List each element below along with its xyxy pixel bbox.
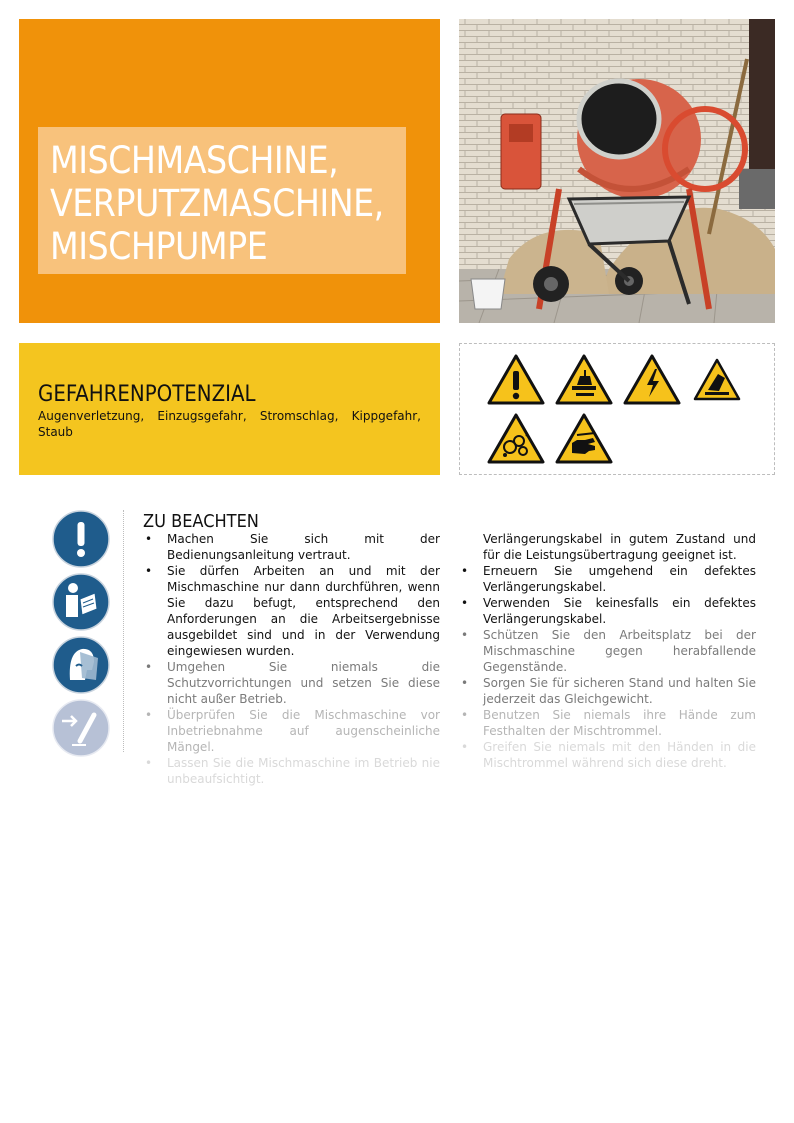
list-item: • Benutzen Sie niemals ihre Hände zum Festhalten der Mischtrommel. <box>459 707 756 739</box>
notes-left-column <box>143 531 440 787</box>
list-item: • Greifen Sie niemals mit den Händen in die Mischtrommel während sich diese dreht. <box>459 739 756 771</box>
title-line-2: VERPUTZMASCHINE, <box>50 182 384 225</box>
cement-mixer-photo <box>459 19 775 323</box>
column-divider <box>123 510 124 752</box>
title-label-box <box>38 127 406 274</box>
hazard-text: Augenverletzung, Einzugsgefahr, Stromschlag, Kippgefahr, Staub <box>38 409 421 439</box>
electric-shock-warning-icon <box>623 354 681 410</box>
list-item: • Sie dürfen Arbeiten an und mit der Mischmaschine nur dann durchführen, wenn Sie dazu befugt, entsprechend den Anforderungen an die Arbeitsergebnisse ausgebildet sind und in der Verwendung eingewiesen wurden. <box>143 563 440 659</box>
hazard-title: GEFAHRENPOTENZIAL <box>38 382 256 407</box>
title-line-3: MISCHPUMPE <box>50 225 268 268</box>
list-item: • Überprüfen Sie die Mischmaschine vor Inbetriebnahme auf augenscheinliche Mängel. <box>143 707 440 755</box>
dust-warning-icon <box>487 413 545 469</box>
hazard-panel <box>19 343 440 475</box>
tipping-warning-icon <box>693 358 741 406</box>
notes-right-column <box>459 531 756 771</box>
list-item-continuation: Verlängerungskabel in gutem Zustand und für die Leistungsübertragung geeignet ist. <box>483 532 756 562</box>
list-item: • Verwenden Sie keinesfalls ein defektes Verlängerungskabel. <box>459 595 756 627</box>
disconnect-power-icon <box>52 699 110 757</box>
face-shield-icon <box>52 636 110 694</box>
general-warning-icon <box>487 354 545 410</box>
title-line-1: MISCHMASCHINE, <box>50 139 339 182</box>
notes-title: ZU BEACHTEN <box>143 511 259 532</box>
list-item: • Sorgen Sie für sicheren Stand und halten Sie jederzeit das Gleichgewicht. <box>459 675 756 707</box>
entanglement-warning-icon <box>555 354 613 410</box>
list-item: • Lassen Sie die Mischmaschine im Betrieb nie unbeaufsichtigt. <box>143 755 440 787</box>
list-item: • Umgehen Sie niemals die Schutzvorrichtungen und setzen Sie diese nicht außer Betrieb. <box>143 659 440 707</box>
list-item: • Erneuern Sie umgehend ein defektes Verlängerungskabel. <box>459 563 756 595</box>
read-manual-icon <box>52 573 110 631</box>
hand-crush-warning-icon <box>555 413 613 469</box>
general-mandatory-icon <box>52 510 110 568</box>
warning-signs-panel <box>459 343 775 475</box>
list-item: • Schützen Sie den Arbeitsplatz bei der Mischmaschine gegen herabfallende Gegenstände. <box>459 627 756 675</box>
title-banner <box>19 19 440 323</box>
list-item: • Machen Sie sich mit der Bedienungsanleitung vertraut. <box>143 531 440 563</box>
